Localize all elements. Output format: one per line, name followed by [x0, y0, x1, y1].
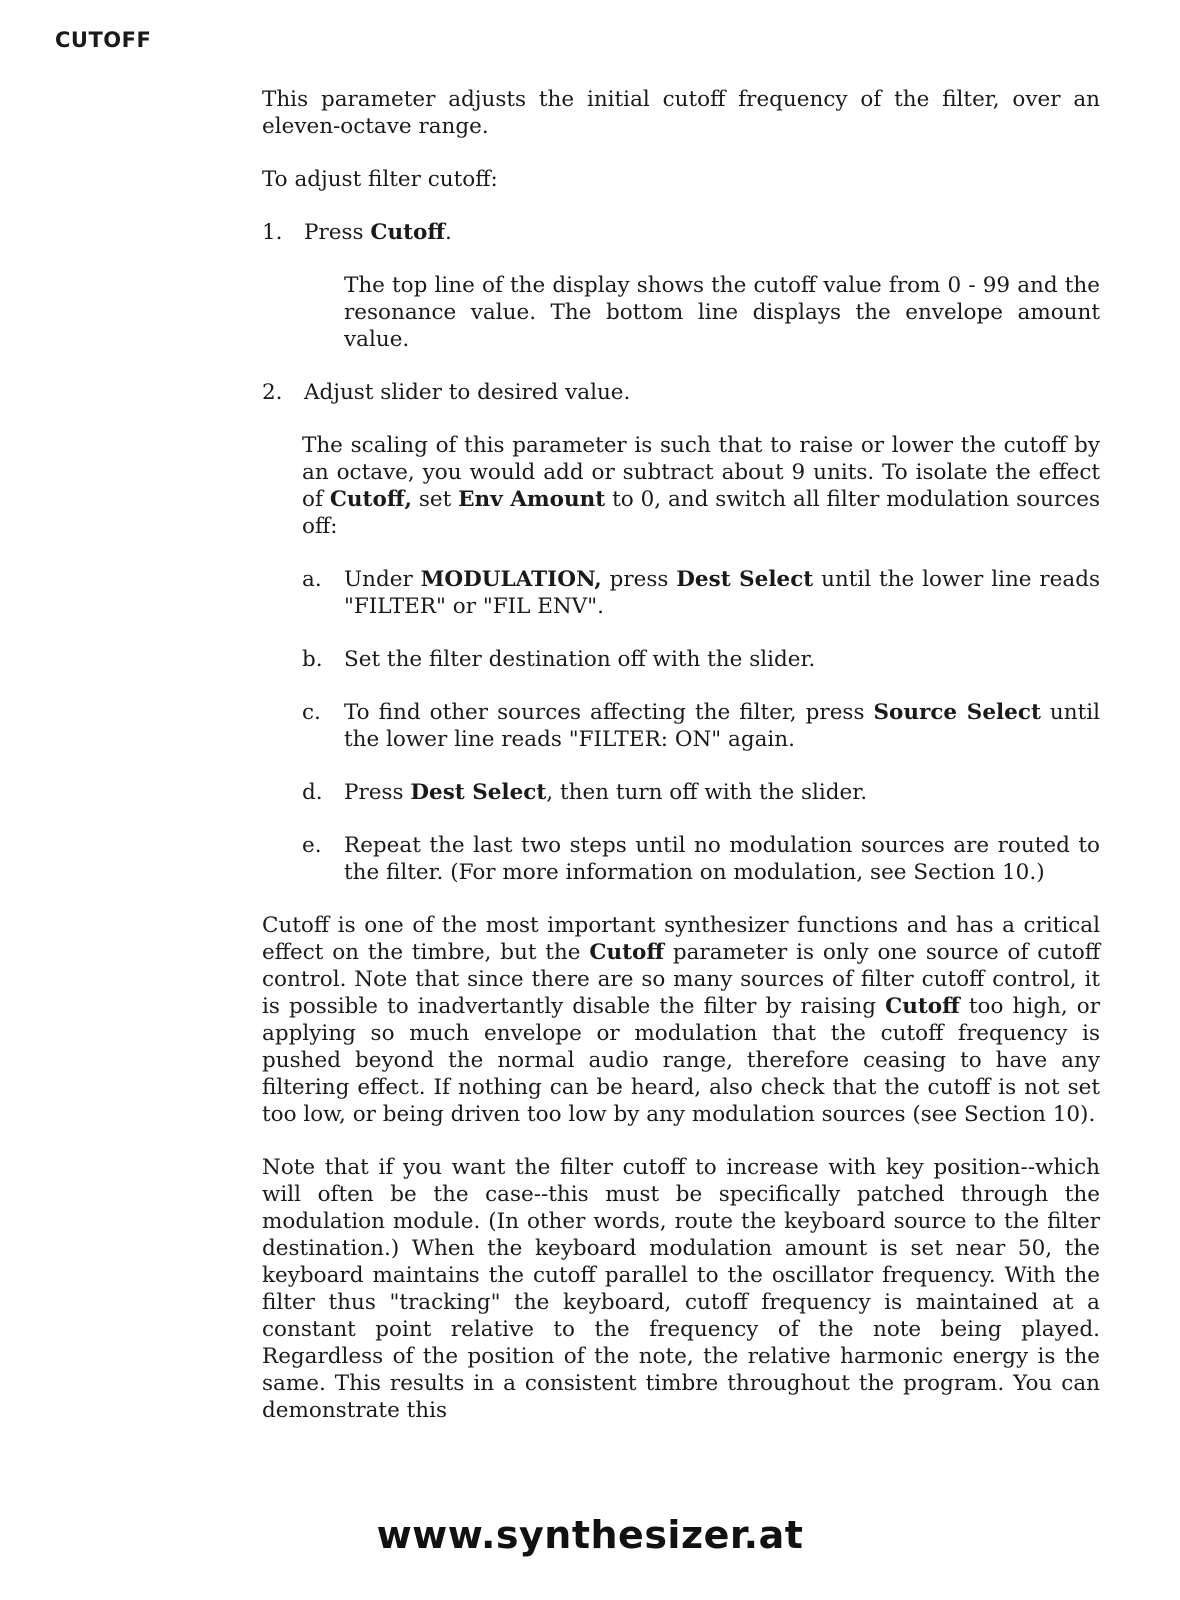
bold-term: Cutoff: [589, 940, 665, 965]
intro-paragraph: This parameter adjusts the initial cutoff frequency of the filter, over an eleven-octave range.: [262, 87, 1100, 139]
bold-term: MODULATION,: [420, 567, 602, 592]
instruction-lead: To adjust filter cutoff:: [262, 167, 498, 192]
section-heading: CUTOFF: [55, 28, 152, 52]
footer-website-link[interactable]: www.synthesizer.at: [376, 1513, 804, 1557]
bold-term: Cutoff: [885, 994, 960, 1019]
step-text: Press Cutoff.: [304, 220, 452, 245]
substep-c: [302, 699, 1100, 753]
bold-term: Dest Select: [410, 780, 547, 805]
bold-term: Dest Select: [676, 567, 814, 592]
step-2: [262, 379, 1100, 406]
substep-text: Set the filter destination off with the slider.: [344, 647, 816, 672]
cutoff-explanation-paragraph: Cutoff is one of the most important synthesizer functions and has a critical effect on the timbre, but the Cutoff parameter is only one source of cutoff control. Note that since there are so many sources of filter cutoff control, it is possible to inadvertantly disable the filter by raising Cutoff too high, or applying so much envelope or modulation that the cutoff frequency is pushed beyond the normal audio range, therefore ceasing to have any filtering effect. If nothing can be heard, also check that the cutoff is not set too low, or being driven too low by any modulation sources (see Section 10).: [262, 913, 1101, 1127]
substep-d: [302, 779, 1100, 806]
substep-letter: d.: [302, 780, 323, 805]
step-2-note: The scaling of this parameter is such that to raise or lower the cutoff by an octave, you would add or subtract about 9 units. To isolate the effect of Cutoff, set Env Amount to 0, and switch all filter modulation sources off:: [302, 433, 1101, 539]
bold-term: Source Select: [873, 700, 1041, 725]
step-number: 1.: [262, 220, 283, 245]
bold-term: Cutoff: [370, 220, 446, 245]
substep-text: Under MODULATION, press Dest Select until the lower line reads "FILTER" or "FIL ENV".: [344, 567, 1100, 619]
step-1-note: The top line of the display shows the cutoff value from 0 - 99 and the resonance value. The bottom line displays the envelope amount value.: [344, 273, 1100, 352]
substep-letter: e.: [302, 833, 322, 858]
substep-letter: c.: [302, 700, 321, 725]
step-number: 2.: [262, 380, 283, 405]
document-body: [262, 86, 1100, 1424]
keyboard-tracking-paragraph: Note that if you want the filter cutoff to increase with key position--which will often be the case--this must be specifically patched through the modulation module. (In other words, route the keyboard source to the filter destination.) When the keyboard modulation amount is set near 50, the keyboard maintains the cutoff parallel to the oscillator frequency. With the filter thus "tracking" the keyboard, cutoff frequency is maintained at a constant point relative to the frequency of the note being played. Regardless of the position of the note, the relative harmonic energy is the same. This results in a consistent timbre throughout the program. You can demonstrate this: [262, 1155, 1100, 1423]
substep-letter: a.: [302, 567, 322, 592]
substep-text: Repeat the last two steps until no modulation sources are routed to the filter. (For more information on modulation, see Section 10.): [344, 833, 1100, 885]
substep-letter: b.: [302, 647, 323, 672]
substep-text: Press Dest Select, then turn off with the slider.: [344, 780, 868, 805]
substep-b: [302, 646, 1100, 673]
substep-e: [302, 832, 1100, 886]
substep-text: To find other sources affecting the filter, press Source Select until the lower line reads "FILTER: ON" again.: [344, 700, 1100, 752]
bold-term: Env Amount: [458, 487, 606, 512]
step-1: [262, 219, 1100, 246]
step-text: Adjust slider to desired value.: [304, 380, 631, 405]
bold-term: Cutoff,: [329, 487, 412, 512]
substep-a: [302, 566, 1100, 620]
